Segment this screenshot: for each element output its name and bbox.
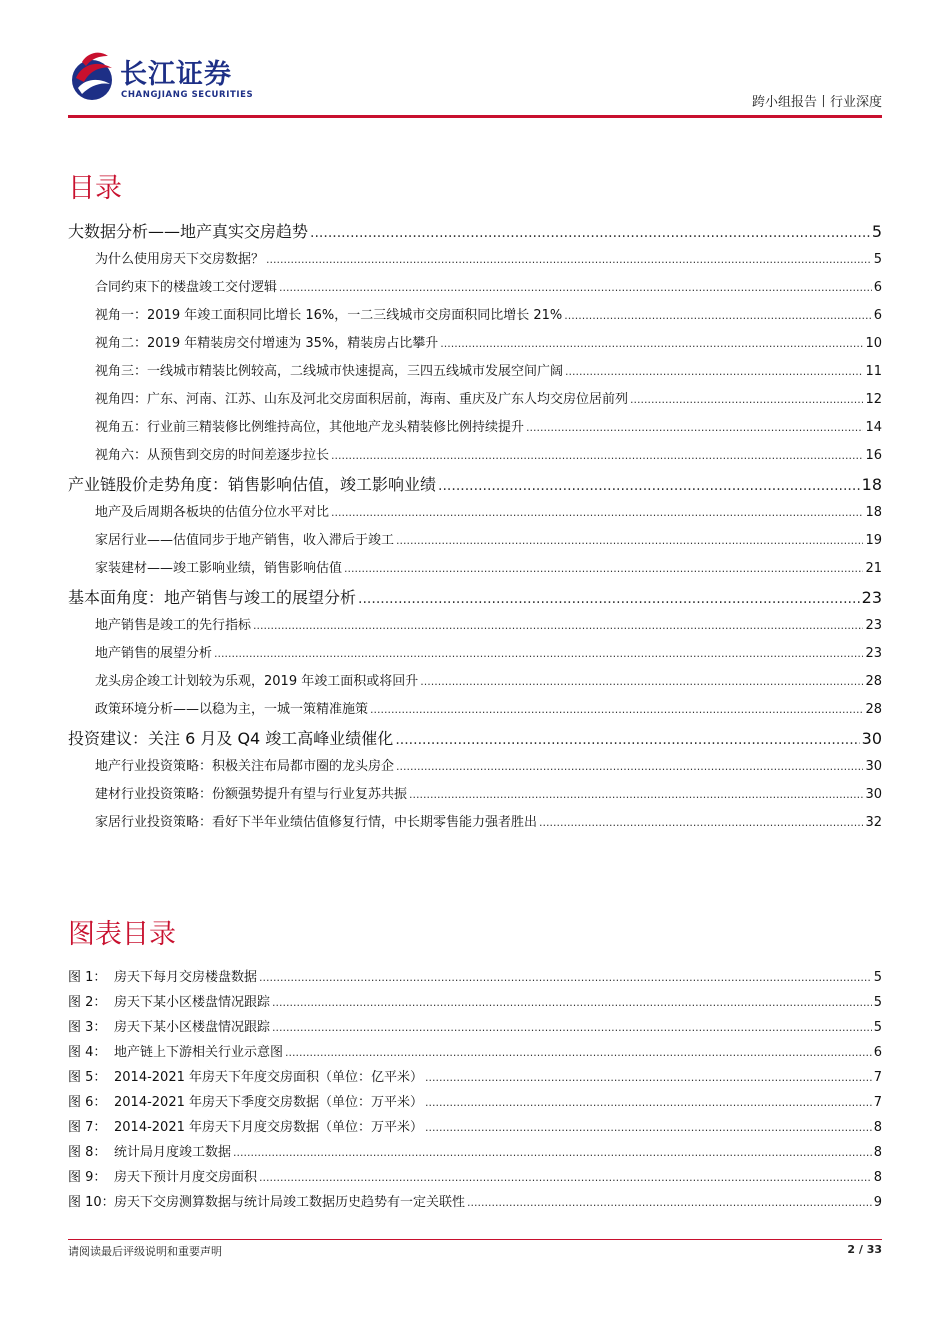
figure-entry[interactable] [68, 965, 882, 990]
figure-leader-dots [467, 1190, 872, 1215]
toc-leader-dots [253, 612, 863, 640]
figure-caption: 房天下某小区楼盘情况跟踪 [114, 1020, 271, 1035]
toc-leader-dots [409, 781, 863, 809]
company-logo [68, 48, 328, 104]
toc-page-number: 28 [865, 702, 882, 717]
toc-section-entry[interactable] [68, 555, 882, 583]
figure-entry[interactable] [68, 1090, 882, 1115]
toc-entry-title: 基本面角度：地产销售与竣工的展望分析 [68, 588, 357, 607]
figure-entry-title [68, 1040, 283, 1065]
toc-page-number: 5 [871, 222, 882, 241]
toc-entry-title: 龙头房企竣工计划较为乐观，2019 年竣工面积或将回升 [95, 674, 419, 689]
toc-section-entry[interactable] [68, 499, 882, 527]
figure-entry[interactable] [68, 1115, 882, 1140]
toc-entry-title: 视角六：从预售到交房的时间差逐步拉长 [95, 448, 330, 463]
figure-leader-dots [425, 1090, 872, 1115]
toc-section-entry[interactable] [68, 612, 882, 640]
figure-caption: 房天下预计月度交房面积 [114, 1170, 258, 1185]
logo-mark-icon [68, 48, 118, 104]
toc-chapter-entry[interactable] [68, 724, 882, 753]
figure-entry[interactable] [68, 1065, 882, 1090]
figure-leader-dots [233, 1140, 872, 1165]
toc-leader-dots [331, 442, 863, 470]
toc-leader-dots [396, 753, 863, 781]
toc-entry-title: 产业链股价走势角度：销售影响估值，竣工影响业绩 [68, 475, 437, 494]
page-header [68, 40, 882, 120]
toc-page-number: 18 [865, 505, 882, 520]
figure-leader-dots [272, 1015, 872, 1040]
figure-caption: 房天下每月交房楼盘数据 [114, 970, 258, 985]
toc-leader-dots [214, 640, 863, 668]
toc-page-number: 6 [873, 308, 882, 323]
toc-page-number: 30 [865, 787, 882, 802]
figure-entry-title [68, 990, 270, 1015]
figure-caption: 2014-2021 年房天下季度交房数据（单位：万平米） [114, 1095, 423, 1110]
header-divider [68, 115, 882, 118]
figure-entry[interactable] [68, 990, 882, 1015]
toc-entry-title: 地产销售是竣工的先行指标 [95, 618, 252, 633]
toc-leader-dots [370, 696, 863, 724]
toc-page-number: 23 [865, 618, 882, 633]
figures-title: 图表目录 [68, 919, 176, 950]
figure-number: 图 8： [68, 1145, 107, 1160]
toc-leader-dots [539, 809, 863, 837]
figure-page-number: 8 [873, 1145, 882, 1160]
figure-number: 图 10： [68, 1195, 115, 1210]
toc-section-entry[interactable] [68, 781, 882, 809]
figure-leader-dots [425, 1115, 872, 1140]
figure-entry[interactable] [68, 1140, 882, 1165]
toc-entry-title: 政策环境分析——以稳为主，一城一策精准施策 [95, 702, 369, 717]
toc-leader-dots [526, 414, 863, 442]
figure-entry-title [68, 1190, 465, 1215]
figure-entry[interactable] [68, 1040, 882, 1065]
toc-section-entry[interactable] [68, 809, 882, 837]
figure-number: 图 5： [68, 1070, 107, 1085]
figure-entry-title [68, 1015, 270, 1040]
toc-section-entry[interactable] [68, 386, 882, 414]
figure-entry[interactable] [68, 1165, 882, 1190]
figure-number: 图 4： [68, 1045, 107, 1060]
table-of-contents [68, 217, 882, 837]
toc-entry-title: 视角五：行业前三精装修比例维持高位，其他地产龙头精装修比例持续提升 [95, 420, 525, 435]
figure-caption: 房天下交房测算数据与统计局竣工数据历史趋势有一定关联性 [114, 1195, 466, 1210]
toc-leader-dots [396, 527, 863, 555]
page-number: 2 / 33 [847, 1243, 882, 1256]
figure-entry[interactable] [68, 1015, 882, 1040]
figure-caption: 房天下某小区楼盘情况跟踪 [114, 995, 271, 1010]
figure-caption: 地产链上下游相关行业示意图 [114, 1045, 284, 1060]
toc-section-entry[interactable] [68, 668, 882, 696]
toc-entry-title: 视角四：广东、河南、江苏、山东及河北交房面积居前，海南、重庆及广东人均交房位居前列 [95, 392, 629, 407]
toc-leader-dots [564, 302, 871, 330]
toc-page-number: 32 [865, 815, 882, 830]
toc-leader-dots [344, 555, 863, 583]
figure-page-number: 8 [873, 1120, 882, 1135]
toc-entry-title: 地产及后周期各板块的估值分位水平对比 [95, 505, 330, 520]
toc-page-number: 23 [865, 646, 882, 661]
figure-entry-title [68, 965, 257, 990]
toc-page-number: 10 [865, 336, 882, 351]
figure-number: 图 1： [68, 970, 107, 985]
figure-caption: 2014-2021 年房天下年度交房面积（单位：亿平米） [114, 1070, 423, 1085]
toc-leader-dots [420, 668, 863, 696]
toc-section-entry[interactable] [68, 330, 882, 358]
toc-entry-title: 家居行业投资策略：看好下半年业绩估值修复行情，中长期零售能力强者胜出 [95, 815, 538, 830]
figure-page-number: 5 [873, 970, 882, 985]
toc-page-number: 23 [861, 588, 882, 607]
toc-chapter-entry[interactable] [68, 217, 882, 246]
toc-page-number: 11 [865, 364, 882, 379]
figure-leader-dots [259, 965, 872, 990]
figure-caption: 统计局月度竣工数据 [114, 1145, 232, 1160]
toc-leader-dots [630, 386, 863, 414]
toc-section-entry[interactable] [68, 246, 882, 274]
figure-list [68, 965, 882, 1215]
figure-leader-dots [259, 1165, 872, 1190]
toc-section-entry[interactable] [68, 302, 882, 330]
figure-page-number: 8 [873, 1170, 882, 1185]
toc-section-entry[interactable] [68, 753, 882, 781]
toc-page-number: 6 [873, 280, 882, 295]
toc-section-entry[interactable] [68, 274, 882, 302]
figure-caption: 2014-2021 年房天下月度交房数据（单位：万平米） [114, 1120, 423, 1135]
toc-entry-title: 为什么使用房天下交房数据？ [95, 252, 265, 267]
figure-leader-dots [285, 1040, 872, 1065]
figure-page-number: 7 [873, 1095, 882, 1110]
toc-section-entry[interactable] [68, 442, 882, 470]
toc-leader-dots [279, 274, 872, 302]
toc-section-entry[interactable] [68, 696, 882, 724]
figure-page-number: 6 [873, 1045, 882, 1060]
toc-leader-dots [438, 472, 860, 501]
figure-number: 图 7： [68, 1120, 107, 1135]
toc-leader-dots [266, 246, 872, 274]
figure-page-number: 5 [873, 995, 882, 1010]
toc-entry-title: 合同约束下的楼盘竣工交付逻辑 [95, 280, 278, 295]
toc-leader-dots [395, 726, 859, 755]
toc-entry-title: 视角二：2019 年精装房交付增速为 35%，精装房占比攀升 [95, 336, 439, 351]
toc-leader-dots [440, 330, 863, 358]
toc-page-number: 16 [865, 448, 882, 463]
figure-entry[interactable] [68, 1190, 882, 1215]
toc-section-entry[interactable] [68, 358, 882, 386]
figure-entry-title [68, 1115, 423, 1140]
toc-page-number: 30 [865, 759, 882, 774]
figure-entry-title [68, 1165, 257, 1190]
toc-leader-dots [310, 219, 870, 248]
toc-leader-dots [565, 358, 863, 386]
toc-entry-title: 投资建议：关注 6 月及 Q4 竣工高峰业绩催化 [68, 729, 394, 748]
figure-page-number: 5 [873, 1020, 882, 1035]
figure-entry-title [68, 1140, 231, 1165]
toc-entry-title: 视角一：2019 年竣工面积同比增长 16%，一二三线城市交房面积同比增长 21% [95, 308, 563, 323]
toc-entry-title: 地产销售的展望分析 [95, 646, 213, 661]
toc-title: 目录 [68, 173, 122, 204]
figure-entry-title [68, 1090, 423, 1115]
figure-leader-dots [425, 1065, 872, 1090]
toc-page-number: 19 [865, 533, 882, 548]
toc-entry-title: 地产行业投资策略：积极关注布局都市圈的龙头房企 [95, 759, 395, 774]
figure-number: 图 9： [68, 1170, 107, 1185]
figure-entry-title [68, 1065, 423, 1090]
figure-page-number: 7 [873, 1070, 882, 1085]
logo-chinese-text: 长江证券 [120, 59, 232, 90]
toc-entry-title: 大数据分析——地产真实交房趋势 [68, 222, 309, 241]
figure-page-number: 9 [873, 1195, 882, 1210]
report-type-label: 跨小组报告丨行业深度 [751, 95, 882, 110]
toc-section-entry[interactable] [68, 640, 882, 668]
toc-entry-title: 建材行业投资策略：份额强势提升有望与行业复苏共振 [95, 787, 408, 802]
figure-number: 图 3： [68, 1020, 107, 1035]
figure-leader-dots [272, 990, 872, 1015]
toc-chapter-entry[interactable] [68, 583, 882, 612]
toc-page-number: 28 [865, 674, 882, 689]
toc-entry-title: 视角三：一线城市精装比例较高，二线城市快速提高，三四五线城市发展空间广阔 [95, 364, 564, 379]
toc-chapter-entry[interactable] [68, 470, 882, 499]
figure-number: 图 2： [68, 995, 107, 1010]
toc-page-number: 12 [865, 392, 882, 407]
figure-number: 图 6： [68, 1095, 107, 1110]
toc-entry-title: 家装建材——竣工影响业绩，销售影响估值 [95, 561, 343, 576]
toc-section-entry[interactable] [68, 527, 882, 555]
toc-page-number: 18 [861, 475, 882, 494]
toc-page-number: 14 [865, 420, 882, 435]
toc-entry-title: 家居行业——估值同步于地产销售，收入滞后于竣工 [95, 533, 395, 548]
toc-leader-dots [331, 499, 863, 527]
toc-page-number: 21 [865, 561, 882, 576]
toc-leader-dots [358, 585, 860, 614]
logo-english-text: CHANGJIANG SECURITIES [121, 90, 254, 100]
toc-page-number: 5 [873, 252, 882, 267]
footer-disclaimer: 请阅读最后评级说明和重要声明 [68, 1245, 222, 1258]
toc-section-entry[interactable] [68, 414, 882, 442]
footer-divider [68, 1239, 882, 1240]
toc-page-number: 30 [861, 729, 882, 748]
